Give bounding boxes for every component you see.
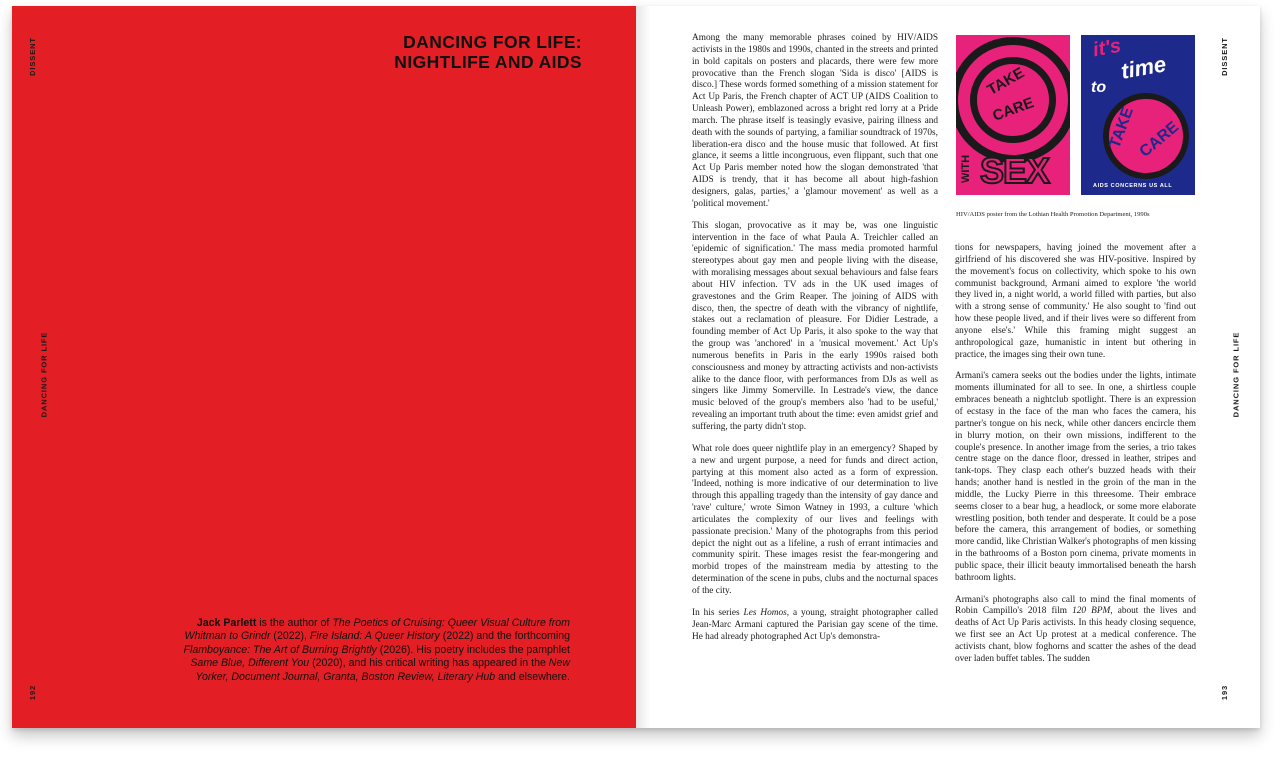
film-title: 120 BPM [1072, 606, 1111, 617]
poster-word: WITH [960, 154, 973, 184]
paragraph: This slogan, provocative as it may be, was one linguistic intervention in the face of what Paula A. Treichler called an 'epidemic of signification.' The mass media promoted harmful stereotypes about gay men and people living with the disease, with moralising messages about sexual behaviours and false fears about HIV infection. TV ads in the UK used images of gravestones and the Grim Reaper. The joining of AIDS with disco, then, the spectre of death with the vibrancy of nightlife, stakes out a reclamation of pleasure. For Didier Lestrade, a founding member of Act Up Paris, it also spoke to the way that the group was 'anchored' in a 'musical movement.' Act Up's numerous benefits in Paris in the early 1990s raised both consciousness and money by attracting activists and non-activists alike to the dance floor, with performances from DJs as well as singers like Jimmy Somerville. In Lestrade's view, the dance music beloved of the group's members also 'had to be useful,' revealing an important truth about the time: even amidst grief and suffering, the party didn't stop. [692, 220, 938, 432]
paragraph [692, 608, 938, 644]
paragraph-text: , about the lives and deaths of Act Up Paris activists. In this heady closing sequence, we first see an Act Up protest at a medical conference. The activists chant, blow foghorns and scatter the ashes of the dead over laden buffet tables. The sudden [955, 606, 1196, 664]
paragraph: tions for newspapers, having joined the movement after a girlfriend of his discovered she was HIV-positive. Inspired by the movement's focus on collectivity, which spoke to his own communist background, Armani aimed to explore 'the world they lived in, a night world, a world filled with parties, but also with a strong sense of community.' He also sought to 'find out how these people lived, and if their lives were so different from anyone else's.' While this framing might suggest an anthropological gaze, humanistic in intent but othering in practice, the images sing their own tune. [955, 243, 1196, 360]
poster-word: CARE [1136, 118, 1183, 161]
poster-word: TAKE [1106, 105, 1137, 151]
poster-word: SEX [980, 150, 1050, 191]
paragraph-text: Armani's photographs also call to mind the final moments of Robin Campillo's 2018 film [955, 594, 1196, 617]
bio-book: Flamboyance: The Art of Burning Brightly [183, 643, 377, 656]
image-caption: HIV/AIDS poster from the Lothian Health Promotion Department, 1990s [956, 211, 1150, 218]
body-column-2 [955, 243, 1196, 707]
bio-text: (2022) and the forthcoming [439, 630, 570, 643]
bio-text: and elsewhere. [495, 670, 570, 683]
bio-text: (2020), and his critical writing has appeared in the [309, 657, 549, 670]
bio-author: Jack Parlett [196, 617, 257, 629]
left-page-number: 192 [28, 684, 38, 701]
bio-publications: New Yorker, Document Journal, Granta, Boston Review, Literary Hub [195, 657, 570, 683]
poster-word: time [1119, 51, 1168, 84]
series-title: Les Homos [743, 607, 787, 618]
bio-book: Fire Island: A Queer History [309, 630, 440, 643]
author-bio [175, 617, 570, 684]
poster-word: it's [1091, 35, 1123, 62]
poster-footer: AIDS CONCERNS US ALL [1093, 183, 1173, 189]
bio-book: The Poetics of Cruising: Queer Visual Culture from Whitman to Grindr [184, 617, 570, 643]
body-column-1 [692, 33, 938, 705]
right-running-head-section: DISSENT [1219, 37, 1229, 76]
poster-take-care-with-sex [956, 35, 1070, 195]
poster-its-time-to-take-care [1081, 35, 1195, 195]
poster-word: CARE [990, 94, 1037, 125]
chapter-title-line2: NIGHTLIFE AND AIDS [394, 52, 582, 72]
poster-word: TAKE [984, 64, 1028, 99]
left-running-head-chapter: DANCING FOR LIFE [39, 331, 49, 418]
bio-text: is the author of [256, 617, 333, 629]
paragraph-text: In his series [692, 607, 744, 618]
paragraph: Among the many memorable phrases coined by HIV/AIDS activists in the 1980s and 1990s, chanted in the streets and printed in bold capitals on posters and placards, there were few more provocative than the French slogan 'Sida is disco' [AIDS is disco.] These words formed something of a mission statement for Act Up Paris, the French chapter of ACT UP (AIDS Coalition to Unleash Power), emblazoned across a bright red lorry at a Pride march. The phrase itself is teasingly evasive, pairing illness and death with the sounds of partying, a familiar soundtrack of 1970s, liberation-era disco and the house music that followed. At first glance, it seems a little incongruous, even flippant, such that one Act Up Paris member noted how the slogan demonstrated 'that AIDS is trendy, that it has become all about high-fashion designers, galas, parties,' a 'glamour movement' as well as a 'political movement.' [692, 33, 938, 209]
bio-text: (2022), [270, 630, 310, 643]
right-running-head-chapter: DANCING FOR LIFE [1231, 331, 1241, 418]
paragraph [955, 595, 1196, 666]
paragraph-text: , a young, straight photographer called Jean-Marc Armani captured the Parisian gay scene of the time. He had already photographed Act Up's demonstra- [692, 607, 938, 642]
bio-text: (2026). His poetry includes the pamphlet [376, 643, 570, 656]
right-page-number: 193 [1220, 684, 1230, 701]
poster-word: to [1091, 79, 1107, 96]
left-running-head-section: DISSENT [27, 37, 37, 76]
paragraph: What role does queer nightlife play in an emergency? Shaped by a new and urgent purpose, a need for funds and direct action, partying at this moment also acted as a form of expression. 'Indeed, nothing is more indicative of our determination to live through this appalling tragedy than the intensity of gay dance and 'rave' culture,' wrote Simon Watney in 1993, a culture 'which articulates the complexity of our lives and feelings with passionate precision.' Many of the photographs from this period depict the night out as a lifeline, a rush of errant intimacies and community spirit. These images resist the fear-mongering and morbid tropes of the mainstream media by attesting to the determination of the scene in pubs, clubs and the nocturnal spaces of the city. [692, 443, 938, 596]
page-gutter-shadow [636, 6, 650, 728]
chapter-title-line1: DANCING FOR LIFE: [403, 32, 582, 52]
bio-book: Same Blue, Different You [190, 657, 310, 670]
paragraph: Armani's camera seeks out the bodies under the lights, intimate moments illuminated for all to see. In one, a shirtless couple embraces beneath a nightclub spotlight. There is an expression of ecstasy in the face of the man who faces the camera, his partner's tongue on his neck, while other dancers encircle them in blurry motion, on their own missions, indifferent to the couple's presence. In another image from the series, a trio takes centre stage on the dance floor, dressed in leather, stripes and tank-tops. They clasp each other's buzzed heads with their hands; another hand is nestled in the groin of the man in the middle, the Lucky Pierre in this threesome. Their embrace seems closer to a bear hug, a headlock, or some more elaborate wrestling position, both tender and desperate. It could be a pose before the camera, this arrangement of bodies, or something more candid, like Christian Walker's photographs of men kissing in the bathrooms of a Boston porn cinema, private moments in public space, their illicit beauty immortalised beneath the harsh bathroom lights. [955, 371, 1196, 583]
chapter-title [394, 32, 582, 72]
